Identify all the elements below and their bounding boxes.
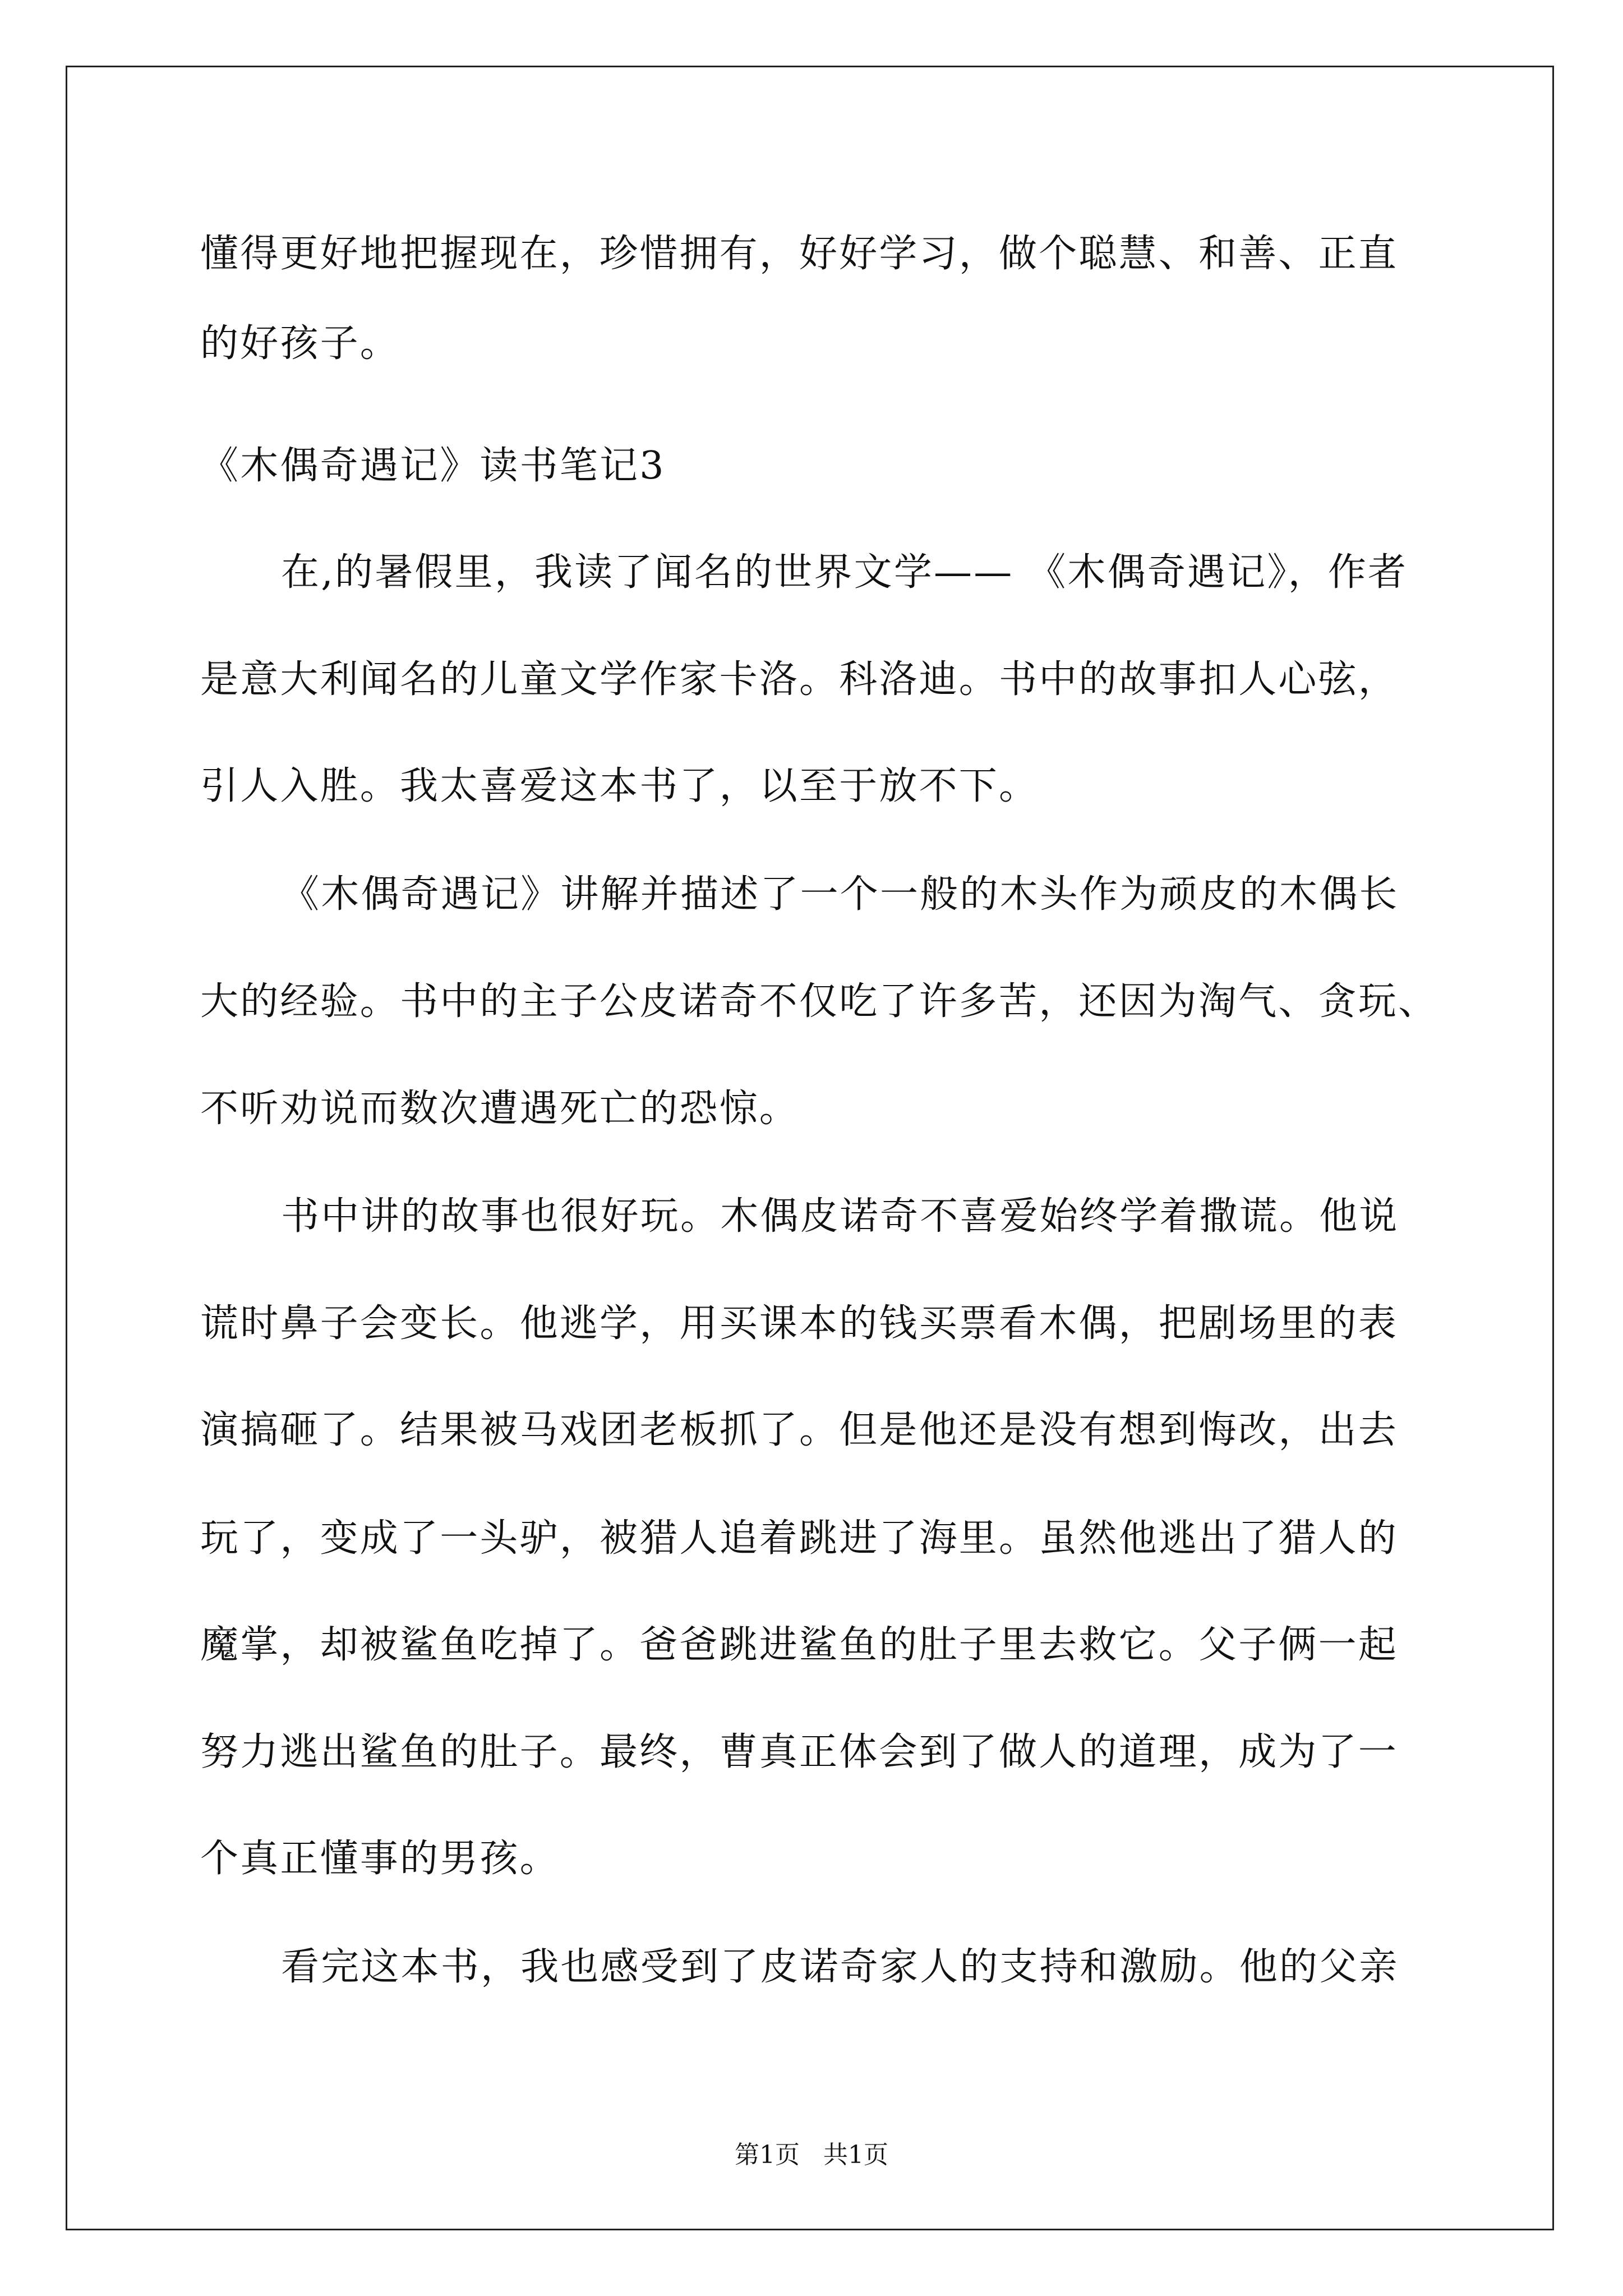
- text-line: 大的经验。书中的主子公皮诺奇不仅吃了许多苦，还因为淘气、贪玩、: [200, 979, 1438, 1024]
- text-line: 懂得更好地把握现在，珍惜拥有，好好学习，做个聪慧、和善、正直: [200, 232, 1399, 276]
- text-line: 努力逃出鲨鱼的肚子。最终，曹真正体会到了做人的道理，成为了一: [200, 1730, 1399, 1774]
- paragraph-first-line: 在,的暑假里，我读了闻名的世界文学—— 《木偶奇遇记》，作者: [281, 550, 1408, 595]
- text-line: 的好孩子。: [200, 321, 400, 366]
- text-line: 谎时鼻子会变长。他逃学，用买课本的钱买票看木偶，把剧场里的表: [200, 1301, 1399, 1346]
- text-line: 演搞砸了。结果被马戏团老板抓了。但是他还是没有想到悔改，出去: [200, 1408, 1399, 1452]
- text-line: 不听劝说而数次遭遇死亡的恐惊。: [200, 1087, 800, 1131]
- page-footer: 第1页 共1页: [735, 2141, 888, 2169]
- text-line: 是意大利闻名的儿童文学作家卡洛。科洛迪。书中的故事扣人心弦，: [200, 657, 1399, 702]
- text-line: 玩了，变成了一头驴，被猎人追着跳进了海里。虽然他逃出了猎人的: [200, 1516, 1399, 1561]
- paragraph-first-line: 书中讲的故事也很好玩。木偶皮诺奇不喜爱始终学着撒谎。他说: [281, 1194, 1399, 1239]
- paragraph-first-line: 《木偶奇遇记》讲解并描述了一个一般的木头作为顽皮的木偶长: [281, 872, 1399, 917]
- text-line: 个真正懂事的男孩。: [200, 1837, 560, 1881]
- page-border: [66, 66, 1554, 2230]
- paragraph-first-line: 看完这本书，我也感受到了皮诺奇家人的支持和激励。他的父亲: [281, 1945, 1399, 1989]
- text-line: 魔掌，却被鲨鱼吃掉了。爸爸跳进鲨鱼的肚子里去救它。父子俩一起: [200, 1623, 1399, 1667]
- text-line: 引人入胜。我太喜爱这本书了，以至于放不下。: [200, 764, 1039, 808]
- section-heading: 《木偶奇遇记》读书笔记3: [200, 444, 666, 488]
